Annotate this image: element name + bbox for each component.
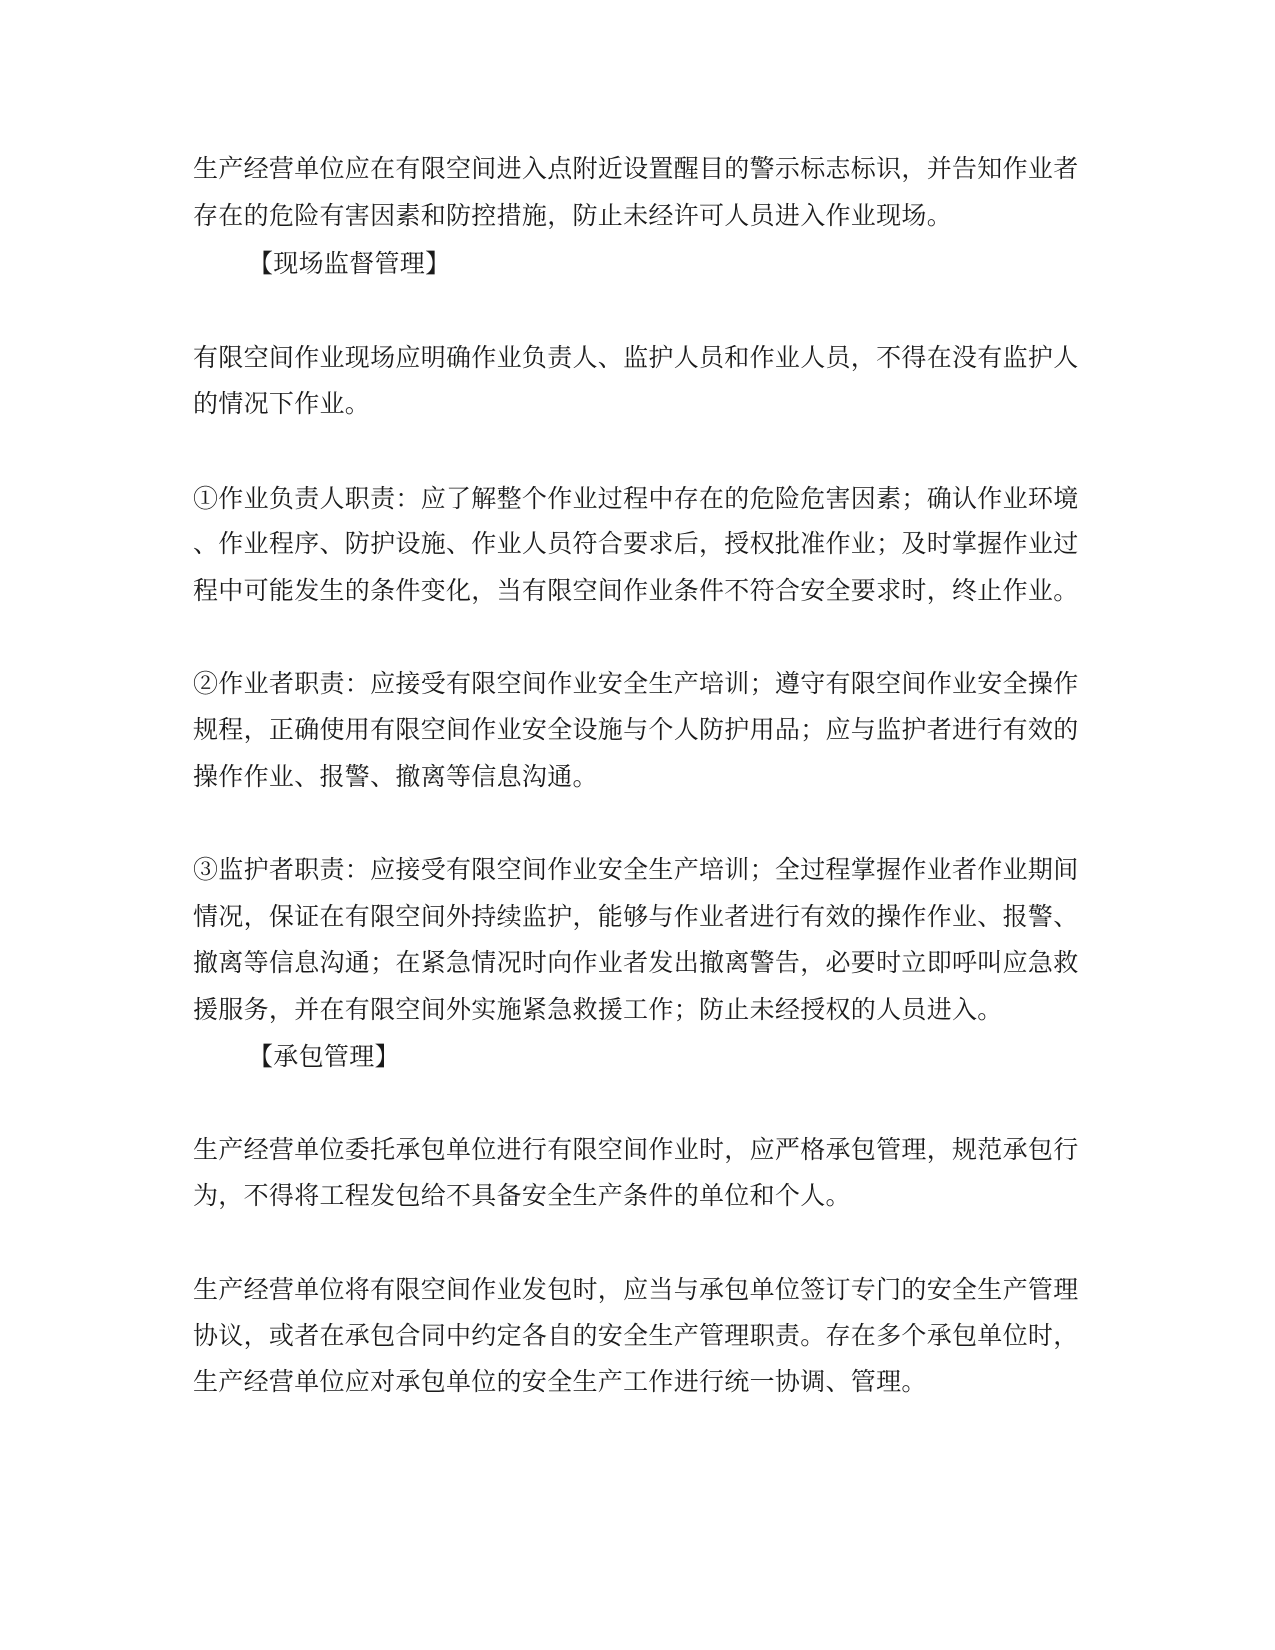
paragraph-line: 程中可能发生的条件变化，当有限空间作业条件不符合安全要求时，终止作业。	[193, 576, 1079, 605]
paragraph-line: 撤离等信息沟通；在紧急情况时向作业者发出撤离警告，必要时立即呼叫应急救	[193, 948, 1079, 977]
paragraph-line: 生产经营单位委托承包单位进行有限空间作业时，应严格承包管理，规范承包行	[193, 1135, 1079, 1164]
paragraph-line: ②作业者职责：应接受有限空间作业安全生产培训；遵守有限空间作业安全操作	[193, 669, 1079, 698]
paragraph-line: 生产经营单位应对承包单位的安全生产工作进行统一协调、管理。	[193, 1367, 927, 1396]
paragraph-line: ③监护者职责：应接受有限空间作业安全生产培训；全过程掌握作业者作业期间	[193, 855, 1079, 884]
paragraph-line: 操作作业、报警、撤离等信息沟通。	[193, 762, 598, 791]
paragraph-line: 生产经营单位将有限空间作业发包时，应当与承包单位签订专门的安全生产管理	[193, 1275, 1079, 1304]
paragraph-line: 为，不得将工程发包给不具备安全生产条件的单位和个人。	[193, 1181, 851, 1210]
section-heading: 【现场监督管理】	[248, 249, 451, 278]
paragraph-line: ①作业负责人职责：应了解整个作业过程中存在的危险危害因素；确认作业环境	[193, 484, 1079, 513]
paragraph-line: 的情况下作业。	[193, 389, 371, 418]
paragraph-line: 存在的危险有害因素和防控措施，防止未经许可人员进入作业现场。	[193, 201, 953, 230]
paragraph-line: 情况，保证在有限空间外持续监护，能够与作业者进行有效的操作作业、报警、	[193, 902, 1079, 931]
paragraph-line: 协议，或者在承包合同中约定各自的安全生产管理职责。存在多个承包单位时，	[193, 1321, 1079, 1350]
paragraph-line: 有限空间作业现场应明确作业负责人、监护人员和作业人员，不得在没有监护人	[193, 343, 1079, 372]
section-heading: 【承包管理】	[248, 1042, 400, 1071]
paragraph-line: 援服务，并在有限空间外实施紧急救援工作；防止未经授权的人员进入。	[193, 995, 1003, 1024]
paragraph-line: 、作业程序、防护设施、作业人员符合要求后，授权批准作业；及时掌握作业过	[193, 529, 1079, 558]
paragraph-line: 生产经营单位应在有限空间进入点附近设置醒目的警示标志标识，并告知作业者	[193, 154, 1079, 183]
paragraph-line: 规程，正确使用有限空间作业安全设施与个人防护用品；应与监护者进行有效的	[193, 715, 1079, 744]
